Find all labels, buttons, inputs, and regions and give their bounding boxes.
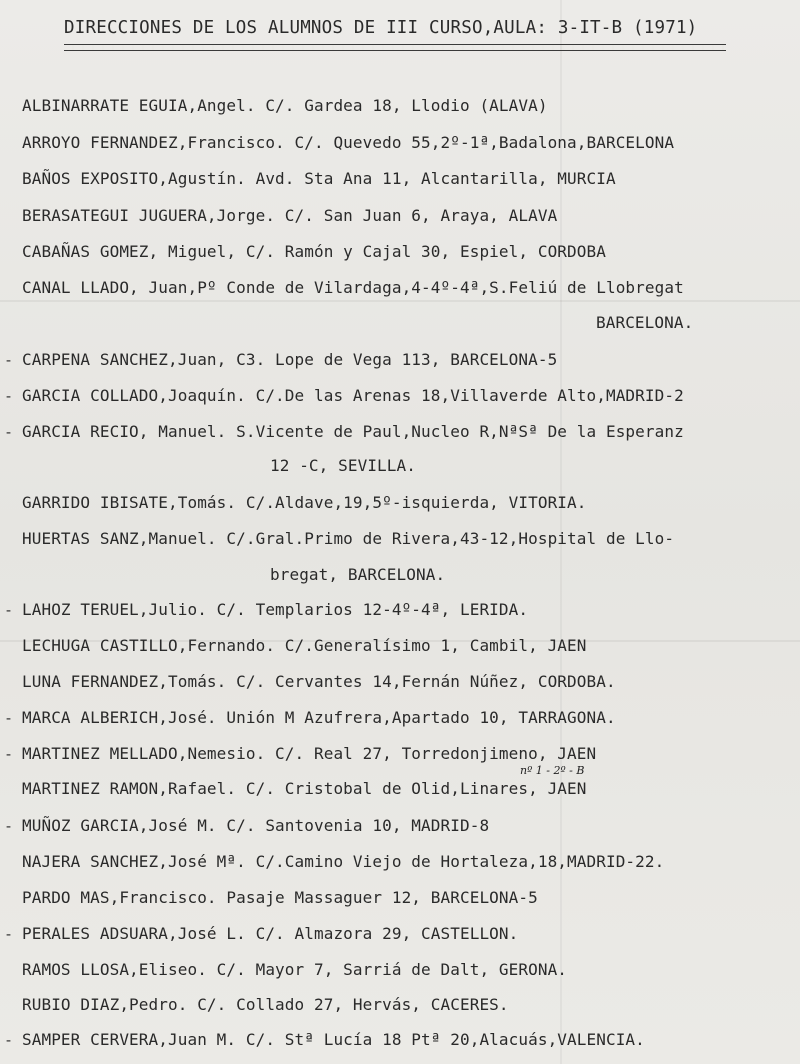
address-entry: MARCA ALBERICH,José. Unión M Azufrera,Apartado 10, TARRAGONA. bbox=[22, 708, 616, 727]
address-entry: PERALES ADSUARA,José L. C/. Almazora 29, CASTELLON. bbox=[22, 924, 519, 943]
handwritten-note: nº 1 - 2º - B bbox=[520, 764, 585, 777]
address-entry: BAÑOS EXPOSITO,Agustín. Avd. Sta Ana 11, Alcantarilla, MURCIA bbox=[22, 169, 616, 188]
address-entry: RUBIO DIAZ,Pedro. C/. Collado 27, Hervás, CACERES. bbox=[22, 995, 509, 1014]
document-title: DIRECCIONES DE LOS ALUMNOS DE III CURSO,AULA: 3-IT-B (1971) bbox=[64, 18, 698, 38]
address-entry: ALBINARRATE EGUIA,Angel. C/. Gardea 18, Llodio (ALAVA) bbox=[22, 96, 548, 115]
address-entry-continuation: BARCELONA. bbox=[596, 313, 694, 332]
address-entry: CARPENA SANCHEZ,Juan, C3. Lope de Vega 113, BARCELONA-5 bbox=[22, 350, 558, 369]
address-entry-continuation: bregat, BARCELONA. bbox=[270, 565, 446, 584]
address-entry: LECHUGA CASTILLO,Fernando. C/.Generalísimo 1, Cambil, JAEN bbox=[22, 636, 587, 655]
address-entry: BERASATEGUI JUGUERA,Jorge. C/. San Juan 6, Araya, ALAVA bbox=[22, 206, 558, 225]
paper-fold bbox=[0, 300, 800, 302]
address-entry: GARRIDO IBISATE,Tomás. C/.Aldave,19,5º-isquierda, VITORIA. bbox=[22, 493, 587, 512]
address-entry-continuation: 12 -C, SEVILLA. bbox=[270, 456, 416, 475]
tick-mark: - bbox=[4, 817, 14, 835]
address-entry: CABAÑAS GOMEZ, Miguel, C/. Ramón y Cajal 30, Espiel, CORDOBA bbox=[22, 242, 606, 261]
address-entry: LAHOZ TERUEL,Julio. C/. Templarios 12-4º-4ª, LERIDA. bbox=[22, 600, 529, 619]
address-entry: ARROYO FERNANDEZ,Francisco. C/. Quevedo 55,2º-1ª,Badalona,BARCELONA bbox=[22, 133, 675, 152]
tick-mark: - bbox=[4, 387, 14, 405]
tick-mark: - bbox=[4, 745, 14, 763]
address-entry: GARCIA RECIO, Manuel. S.Vicente de Paul,Nucleo R,NªSª De la Esperanz bbox=[22, 422, 684, 441]
tick-mark: - bbox=[4, 925, 14, 943]
address-entry: HUERTAS SANZ,Manuel. C/.Gral.Primo de Rivera,43-12,Hospital de Llo- bbox=[22, 529, 675, 548]
address-entry: GARCIA COLLADO,Joaquín. C/.De las Arenas 18,Villaverde Alto,MADRID-2 bbox=[22, 386, 684, 405]
address-entry: PARDO MAS,Francisco. Pasaje Massaguer 12, BARCELONA-5 bbox=[22, 888, 538, 907]
address-entry: SAMPER CERVERA,Juan M. C/. Stª Lucía 18 Ptª 20,Alacuás,VALENCIA. bbox=[22, 1030, 645, 1049]
address-entry: MARTINEZ MELLADO,Nemesio. C/. Real 27, Torredonjimeno, JAEN bbox=[22, 744, 597, 763]
address-entry: LUNA FERNANDEZ,Tomás. C/. Cervantes 14,Fernán Núñez, CORDOBA. bbox=[22, 672, 616, 691]
address-entry: NAJERA SANCHEZ,José Mª. C/.Camino Viejo de Hortaleza,18,MADRID-22. bbox=[22, 852, 665, 871]
tick-mark: - bbox=[4, 709, 14, 727]
address-entry: MARTINEZ RAMON,Rafael. C/. Cristobal de Olid,Linares, JAEN bbox=[22, 779, 587, 798]
address-entry: CANAL LLADO, Juan,Pº Conde de Vilardaga,4-4º-4ª,S.Feliú de Llobregat bbox=[22, 278, 684, 297]
address-entry: MUÑOZ GARCIA,José M. C/. Santovenia 10, MADRID-8 bbox=[22, 816, 490, 835]
address-entry: RAMOS LLOSA,Eliseo. C/. Mayor 7, Sarriá de Dalt, GERONA. bbox=[22, 960, 568, 979]
tick-mark: - bbox=[4, 601, 14, 619]
tick-mark: - bbox=[4, 423, 14, 441]
tick-mark: - bbox=[4, 1031, 14, 1049]
tick-mark: - bbox=[4, 351, 14, 369]
title-underline bbox=[64, 44, 726, 51]
